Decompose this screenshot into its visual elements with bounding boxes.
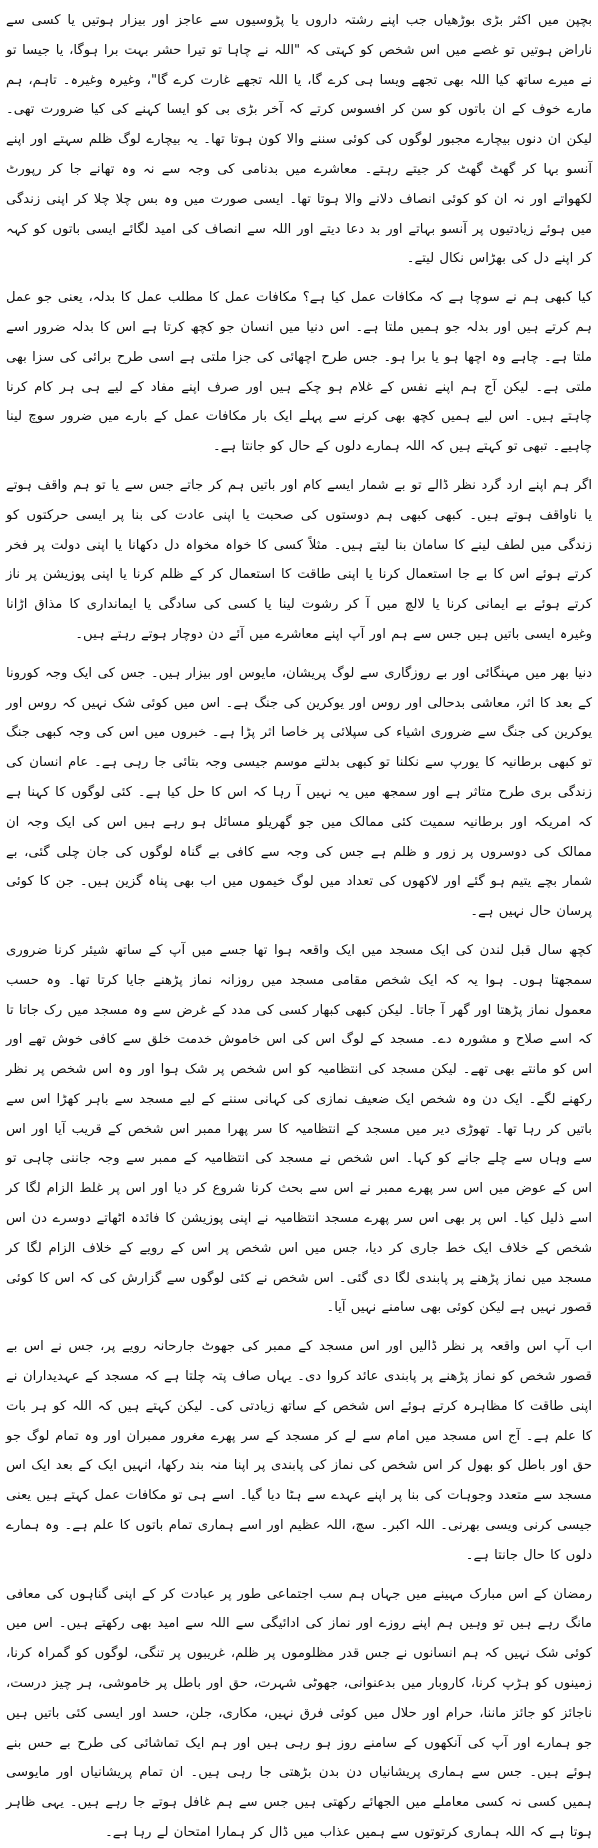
- paragraph-4: دنیا بھر میں مہنگائی اور بے روزگاری سے لوگ پریشان، مایوس اور بیزار ہیں۔ جس کی ایک وجہ کورونا کے بعد کا اثر، معاشی بدحالی اور روس اور یوکرین کی جنگ ہے۔ اس میں کوئی شک نہیں کہ روس اور یوکرین کی جنگ سے ضروری اشیاء کی سپلائی پر خاصا اثر پڑا ہے۔ خبروں میں اس کی وجہ کبھی جنگ تو کبھی برطانیہ کا یورپ سے نکلنا تو کبھی بدلتے موسم جیسی وجہ بتائی جا رہی ہے۔ عام انسان کی زندگی بری طرح متاثر ہے اور سمجھ میں یہ نہیں آ رہا کہ اس کا حل کیا ہے۔ کئی لوگوں کا کہنا ہے کہ امریکہ اور برطانیہ سمیت کئی ممالک میں جو گھریلو مسائل ہو رہے ہیں اس کی ایک وجہ ان ممالک کی دوسروں پر زور و ظلم ہے جس کی وجہ سے کافی بے گناہ لوگوں کی جان چلی گئی، بے شمار بچے یتیم ہو گئے اور لاکھوں کی تعداد میں لوگ خیموں میں اب بھی پناہ گزین ہیں۔ جن کا کوئی پرسان حال نہیں ہے۔: [6, 665, 592, 920]
- paragraph-7: رمضان کے اس مبارک مہینے میں جہاں ہم سب اجتماعی طور پر عبادت کر کے اپنی گناہوں کی معافی مانگ رہے ہیں تو وہیں ہم اپنے روزے اور نماز کی ادائیگی سے اللہ سے امید بھی رکھتے ہیں۔ اس میں کوئی شک نہیں کہ ہم انسانوں نے جس قدر مظلوموں پر ظلم، غریبوں پر تنگی، لوگوں کو گمراہ کرنا، زمینوں کو ہڑپ کرنا، کاروبار میں بدعنوانی، جھوٹی شہرت، حق اور باطل پر خاموشی، ہر چیز درست، ناجائز کو جائز ماننا، حرام اور حلال میں کوئی فرق نہیں، مکاری، جلن، حسد اور ایسی کئی باتیں ہیں جو ہمارے اور آپ کی آنکھوں کے سامنے روز ہو رہی ہیں اور ہم ایک تماشائی کی طرح بے حس بنے ہوئے ہیں۔ جس سے ہماری پریشانیاں دن بدن بڑھتی جا رہی ہیں۔ ان تمام پریشانیاں اور مایوسی ہمیں کسی نہ کسی معاملے میں الجھائے رکھتی ہیں جس سے ہم غافل ہوتے جا رہے ہیں۔ یہی ظاہر ہوتا ہے کہ اللہ ہماری کرتوتوں سے ہمیں عذاب میں ڈال کر ہمارا امتحان لے رہا ہے۔: [6, 1586, 592, 1841]
- paragraph-1: بچپن میں اکثر بڑی بوڑھیاں جب اپنے رشتہ داروں یا پڑوسیوں سے عاجز اور بیزار ہوتیں یا کسی سے ناراض ہوتیں تو غصے میں اس شخص کو کہتی کہ "اللہ نے چاہا تو تیرا حشر بہت برا ہوگا، یا جیسا تو نے میرے ساتھ کیا اللہ بھی تجھے ویسا ہی کرے گا، یا اللہ تجھے غارت کرے گا"، وغیرہ وغیرہ۔ تاہم، ہم مارے خوف کے ان باتوں کو سن کر افسوس کرتے کہ آخر بڑی بی کو ایسا کہنے کی کیا ضرورت تھی۔ لیکن ان دنوں بیچارے مجبور لوگوں کی کوئی سننے والا کون ہوتا تھا۔ یہ بیچارے لوگ ظلم سہتے اور اپنے آنسو بہا کر گھٹ گھٹ کر جیتے رہتے۔ معاشرے میں بدنامی کی وجہ سے نہ وہ تھانے جا کر رپورٹ لکھواتے اور نہ ان کو کوئی انصاف دلانے والا ہوتا تھا۔ ایسی صورت میں وہ بس چلا چلا کر اپنی زندگی میں ہوئے زیادتیوں پر آنسو بہاتے اور بد دعا دیتے اور اللہ سے انصاف کی امید لگائے ایسی باتوں کو کہہ کر اپنے دل کی بھڑاس نکال لیتے۔: [6, 13, 592, 267]
- paragraph-2: کیا کبھی ہم نے سوچا ہے کہ مکافات عمل کیا ہے؟ مکافات عمل کا مطلب عمل کا بدلہ، یعنی جو عمل ہم کرتے ہیں اور بدلہ جو ہمیں ملتا ہے۔ اس دنیا میں انسان جو کچھ کرتا ہے اس کا بدلہ ضرور اسے ملتا ہے۔ چاہے وہ اچھا ہو یا برا ہو۔ جس طرح اچھائی کی جزا ملتی ہے اسی طرح برائی کی سزا بھی ملتی ہے۔ لیکن آج ہم اپنے نفس کے غلام ہو چکے ہیں اور صرف اپنے مفاد کے لیے ہی ہر کام کرنا چاہتے ہیں۔ اس لیے ہمیں کچھ بھی کرنے سے پہلے ایک بار مکافات عمل کے بارے میں ضرور سوچ لینا چاہیے۔ تبھی تو کہتے ہیں کہ اللہ ہمارے دلوں کے حال کو جانتا ہے۔: [6, 290, 592, 455]
- paragraph-5: کچھ سال قبل لندن کی ایک مسجد میں ایک واقعہ ہوا تھا جسے میں آپ کے ساتھ شیئر کرنا ضروری سمجھتا ہوں۔ ہوا یہ کہ ایک شخص مقامی مسجد میں روزانہ نماز پڑھنے جایا کرتا تھا۔ وہ حسب معمول نماز پڑھتا اور گھر آ جاتا۔ لیکن کبھی کبھار کسی کی مدد کے غرض سے وہ مسجد میں رک جاتا تا کہ اسے صلاح و مشورہ دے۔ مسجد کے لوگ اس کی اس خاموش خدمت خلق سے کافی خوش تھے اور اس کو مانتے بھی تھے۔ لیکن مسجد کی انتظامیہ کو اس شخص پر شک ہوا اور وہ اس شخص پر نظر رکھنے لگے۔ ایک دن وہ شخص ایک ضعیف نمازی کی کہانی سننے کے لیے مسجد سے باہر کھڑا اس سے باتیں کر رہا تھا۔ تھوڑی دیر میں مسجد کے انتظامیہ کا سر پھرا ممبر اس شخص کے قریب آیا اور اس سے وہاں سے چلے جانے کو کہا۔ اس شخص نے مسجد کی انتظامیہ کے ممبر سے وجہ جاننی چاہی تو اس کے عوض میں اس سر پھرے ممبر نے اس سے بحث کرنا شروع کر دیا اور اس پر غلط الزام لگا کر اسے ذلیل کیا۔ اس پر بھی اس سر پھرے مسجد انتظامیہ نے اپنی پوزیشن کا فائدہ اٹھاتے دوسرے دن اس شخص کے خلاف ایک خط جاری کر دیا، جس میں اس شخص پر اس کے رویے کے خلاف الزام لگا کر مسجد میں نماز پڑھنے پر پابندی لگا دی گئی۔ اس شخص نے کئی لوگوں سے گزارش کی کہ اس کا کوئی قصور نہیں ہے لیکن کوئی بھی سامنے نہیں آیا۔: [6, 942, 592, 1316]
- paragraph-3: اگر ہم اپنے ارد گرد نظر ڈالے تو بے شمار ایسے کام اور باتیں ہم کر جاتے جس سے یا تو ہم واقف ہوتے یا ناواقف ہوتے ہیں۔ کبھی کبھی ہم دوستوں کی صحبت یا اپنی عادت کی بنا پر ایسی حرکتوں کو زندگی میں لطف لینے کا سامان بنا لیتے ہیں۔ مثلاً کسی کا خواہ مخواہ دل دکھانا یا اپنی دولت پر فخر کرتے ہوئے اس کا بے جا استعمال کرنا یا اپنی طاقت کا استعمال کر کے ظلم کرنا یا اپنی پوزیشن پر ناز کرتے ہوئے بے ایمانی کرنا یا لالچ میں آ کر رشوت لینا یا کسی کی سادگی یا ایمانداری کا مذاق اڑانا وغیرہ ایسی باتیں ہیں جس سے ہم اور آپ اپنے معاشرے میں آئے دن دوچار ہوتے رہتے ہیں۔: [6, 477, 592, 642]
- paragraph-6: اب آپ اس واقعہ پر نظر ڈالیں اور اس مسجد کے ممبر کی جھوٹ جارحانہ رویے پر، جس نے اس بے قصور شخص کو نماز پڑھنے پر پابندی عائد کروا دی۔ یہاں صاف پتہ چلتا ہے کہ مسجد کے عہدیداران نے اپنی طاقت کا مظاہرہ کرتے ہوئے اس شخص کے ساتھ زیادتی کی۔ لیکن کہتے ہیں کہ اللہ کو ہر بات کا علم ہے۔ آج اس مسجد میں امام سے لے کر مسجد کے سر پھرے مغرور ممبران اور وہ تمام لوگ جو حق اور باطل کو بھول کر اس شخص کی نماز کی پابندی پر اپنا منہ بند رکھا، انہیں ایک کے بعد ایک اس مسجد سے متعدد وجوہات کی بنا پر اپنے عہدے سے ہٹا دیا گیا۔ اسے ہی تو مکافات عمل کہتے ہیں یعنی جیسی کرنی ویسی بھرنی۔ اللہ اکبر۔ سچ، اللہ عظیم اور اسے ہماری تمام باتوں کا علم ہے۔ وہ ہمارے دلوں کا حال جانتا ہے۔: [6, 1339, 592, 1563]
